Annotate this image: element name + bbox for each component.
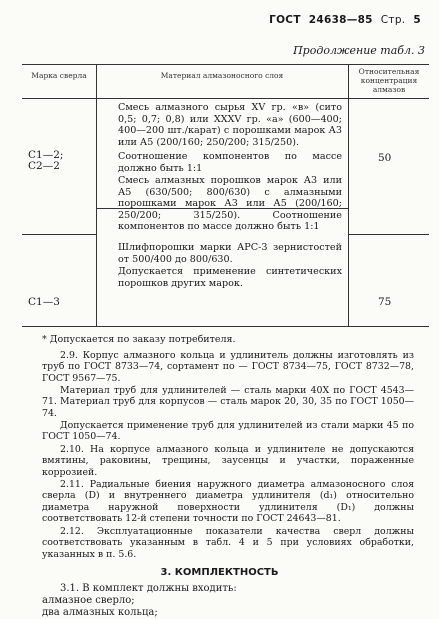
table-top-rule — [22, 64, 429, 65]
paragraph-tube-material: Материал труб для удлинителей — сталь марки 40Х по ГОСТ 4543—71. Материал труб для корпусов — сталь марок 20, 30, 35 по ГОСТ 1050—74. — [42, 385, 414, 419]
paragraph-2-9: 2.9. Корпус алмазного кольца и удлинитель должны изготовлять из труб по ГОСТ 8733—74, сортамент по — ГОСТ 8734—75, ГОСТ 8732—78, ГОСТ 9567—75. — [42, 350, 414, 384]
header-gost: ГОСТ — [269, 14, 301, 26]
table-footnote: * Допускается по заказу потребителя. — [42, 334, 236, 345]
row-divider-grade — [22, 234, 96, 235]
row1-grade-2: С2—2 — [28, 160, 60, 172]
list-intro: 3.1. В комплект должны входить: — [60, 583, 237, 594]
paragraph-2-11: 2.11. Радиальные биения наружного диаметра алмазоносного слоя сверла (D) и внутреннего диаметра удлинителя (d₁) относительно диаметра наружной поверхности удлинителя (D₁) должны соответствовать 12-й степени точности по ГОСТ 24643—81. — [42, 479, 414, 525]
row2-material-a: Шлифпорошки марки АРС-3 зернистостей от 500/400 до 800/630. — [118, 242, 342, 265]
row2-concentration: 75 — [378, 296, 392, 308]
list-item-2: два алмазных кольца; — [42, 607, 158, 618]
col-header-material: Материал алмазоносного слоя — [160, 71, 284, 80]
row1-concentration: 50 — [378, 152, 392, 164]
col-header-concentration: Относительная концентрация алмазов — [358, 67, 420, 94]
header-rule — [22, 98, 429, 99]
header-page-number: 5 — [413, 14, 421, 26]
row1-material-a: Смесь алмазного сырья XV гр. «в» (сито 0,5; 0,7; 0,8) или XXXV гр. «а» (600—400; 400—200 шт./карат) с порошками марок А3 или А5 (200/160; 250/200; 315/250). — [118, 102, 342, 148]
row-divider-conc — [348, 234, 429, 235]
row1-material-b: Соотношение компонентов по массе должно быть 1:1 — [118, 151, 342, 174]
column-divider-1 — [96, 64, 97, 326]
list-item-1: алмазное сверло; — [42, 595, 135, 606]
page-header — [265, 14, 421, 26]
table-continuation-label: Продолжение табл. 3 — [293, 44, 425, 57]
row2-grade: С1—3 — [28, 296, 60, 308]
paragraph-2-10: 2.10. На корпусе алмазного кольца и удлинителе не допускаются вмятины, раковины, трещины, заусенцы и участки, пораженные коррозией. — [42, 444, 414, 478]
row2-material-b: Допускается применение синтетических порошков других марок. — [118, 266, 342, 289]
header-number: 24638—85 — [308, 14, 373, 26]
table-bottom-rule — [22, 326, 429, 327]
row1-material-c: Смесь алмазных порошков марок А3 или А5 (630/500; 800/630) с алмазными порошками марок А3 или А5 (200/160; 250/200; 315/250). Соотношение компонентов по массе должно быть 1:1 — [118, 175, 342, 232]
paragraph-permitted: Допускается применение труб для удлинителей из стали марки 45 по ГОСТ 1050—74. — [42, 420, 414, 443]
column-divider-2 — [348, 64, 349, 326]
paragraph-2-12: 2.12. Эксплуатационные показатели качества сверл должны соответствовать указанным в табл. 4 и 5 при условиях обработки, указанных в п. 5.6. — [42, 526, 414, 560]
row1-grade-1: С1—2; — [28, 149, 64, 161]
col-header-grade: Марка сверла — [31, 71, 87, 80]
material-table — [22, 64, 429, 326]
header-page-label: Стр. — [380, 14, 406, 26]
section-title: 3. КОМПЛЕКТНОСТЬ — [160, 567, 279, 578]
